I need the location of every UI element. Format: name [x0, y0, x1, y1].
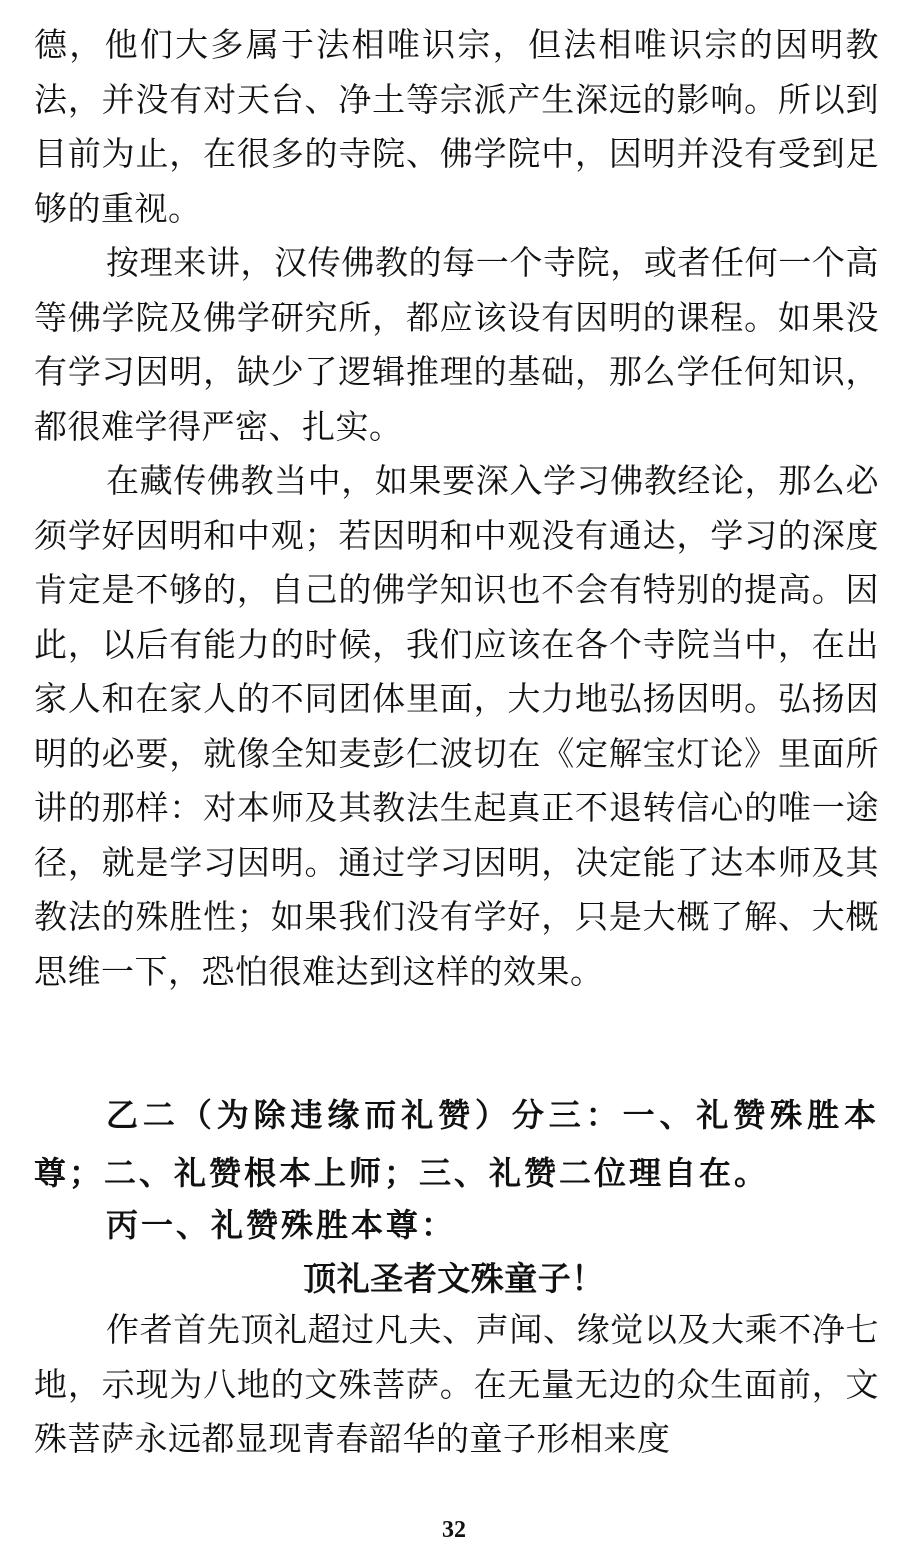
section-outline-heading: 乙二（为除违缘而礼赞）分三：一、礼赞殊胜本尊；二、礼赞根本上师；三、礼赞二位理自在。 [34, 1096, 879, 1192]
subsection-heading: 丙一、礼赞殊胜本尊： [106, 1206, 457, 1244]
paragraph-tibetan-buddhism: 在藏传佛教当中，如果要深入学习佛教经论，那么必须学好因明和中观；若因明和中观没有通达，学习的深度肯定是不够的，自己的佛学知识也不会有特别的提高。因此，以后有能力的时候，我们应该在各个寺院当中，在出家人和在家人的不同团体里面，大力地弘扬因明。弘扬因明的必要，就像全知麦彭仁波切在《定解宝灯论》里面所讲的那样：对本师及其教法生起真正不退转信心的唯一途径，就是学习因明。通过学习因明，决定能了达本师及其教法的殊胜性；如果我们没有学好，只是大概了解、大概思维一下，恐怕很难达到这样的效果。 [34, 461, 879, 991]
paragraph-commentary: 作者首先顶礼超过凡夫、声闻、缘觉以及大乘不净七地，示现为八地的文殊菩萨。在无量无边的众生面前，文殊菩萨永远都显现青春韶华的童子形相来度 [34, 1310, 879, 1458]
page-number: 32 [442, 1517, 466, 1543]
paragraph-curriculum: 按理来讲，汉传佛教的每一个寺院，或者任何一个高等佛学院及佛学研究所，都应该设有因明的课程。如果没有学习因明，缺少了逻辑推理的基础，那么学任何知识，都很难学得严密、扎实。 [34, 243, 879, 446]
paragraph-continued: 德，他们大多属于法相唯识宗，但法相唯识宗的因明教法，并没有对天台、净土等宗派产生深远的影响。所以到目前为止，在很多的寺院、佛学院中，因明并没有受到足够的重视。 [34, 25, 879, 228]
verse-title: 顶礼圣者文殊童子！ [303, 1259, 605, 1298]
